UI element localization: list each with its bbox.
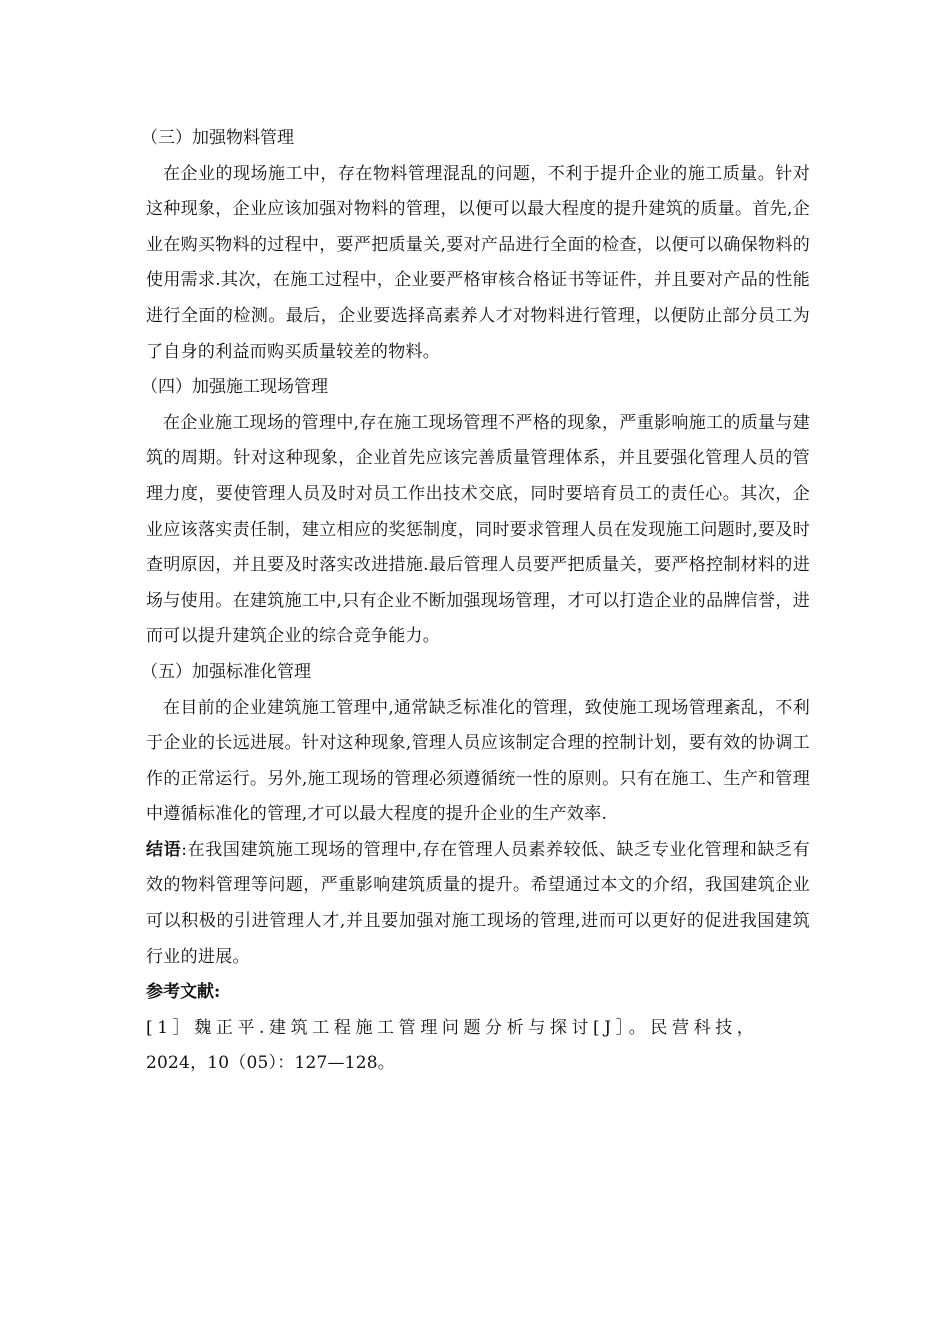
references-title: 参考文献:	[146, 982, 221, 1003]
section-body-standard: 在目前的企业建筑施工管理中,通常缺乏标准化的管理，致使施工现场管理紊乱，不利于企业的长远进展。针对这种现象,管理人员应该制定合理的控制计划，要有效的协调工作的正常运行。另外,施工现场的管理必须遵循统一性的原则。只有在施工、生产和管理中遵循标准化的管理,才可以最大程度的提升企业的生产效率.	[146, 697, 810, 825]
section-heading-standard: （五）加强标准化管理	[141, 661, 311, 682]
reference-item-line1: [1］魏正平.建筑工程施工管理问题分析与探讨[J］。民营科技，	[146, 1017, 759, 1038]
conclusion-text: :在我国建筑施工现场的管理中,存在管理人员素养较低、缺乏专业化管理和缺乏有效的物料管理等问题，严重影响建筑质量的提升。希望通过本文的介绍，我国建筑企业可以积极的引进管理人才,并且要加强对施工现场的管理,进而可以更好的促进我国建筑行业的进展。	[146, 839, 810, 967]
section-heading-site: （四）加强施工现场管理	[141, 377, 328, 398]
document-page	[141, 121, 810, 1082]
conclusion-paragraph	[146, 833, 810, 975]
conclusion-label: 结语	[146, 839, 182, 860]
section-heading-materials: （三）加强物料管理	[141, 128, 294, 148]
reference-item	[146, 1011, 810, 1082]
section-body-materials: 在企业的现场施工中，存在物料管理混乱的问题，不利于提升企业的施工质量。针对这种现象，企业应该加强对物料的管理，以便可以最大程度的提升建筑的质量。首先,企业在购买物料的过程中，要严把质量关,要对产品进行全面的检查，以便可以确保物料的使用需求.其次，在施工过程中，企业要严格审核合格证书等证件，并且要对产品的性能进行全面的检测。最后，企业要选择高素养人才对物料进行管理，以便防止部分员工为了自身的利益而购买质量较差的物料。	[146, 163, 810, 362]
reference-item-line2: 2024，10（05）：127—128。	[146, 1053, 395, 1074]
section-body-site: 在企业施工现场的管理中,存在施工现场管理不严格的现象，严重影响施工的质量与建筑的周期。针对这种现象，企业首先应该完善质量管理体系，并且要强化管理人员的管理力度，要使管理人员及时对员工作出技术交底，同时要培育员工的责任心。其次，企业应该落实责任制，建立相应的奖惩制度，同时要求管理人员在发现施工问题时,要及时查明原因，并且要及时落实改进措施.最后管理人员要严把质量关，要严格控制材料的进场与使用。在建筑施工中,只有企业不断加强现场管理，才可以打造企业的品牌信誉，进而可以提升建筑企业的综合竞争能力。	[146, 412, 810, 647]
